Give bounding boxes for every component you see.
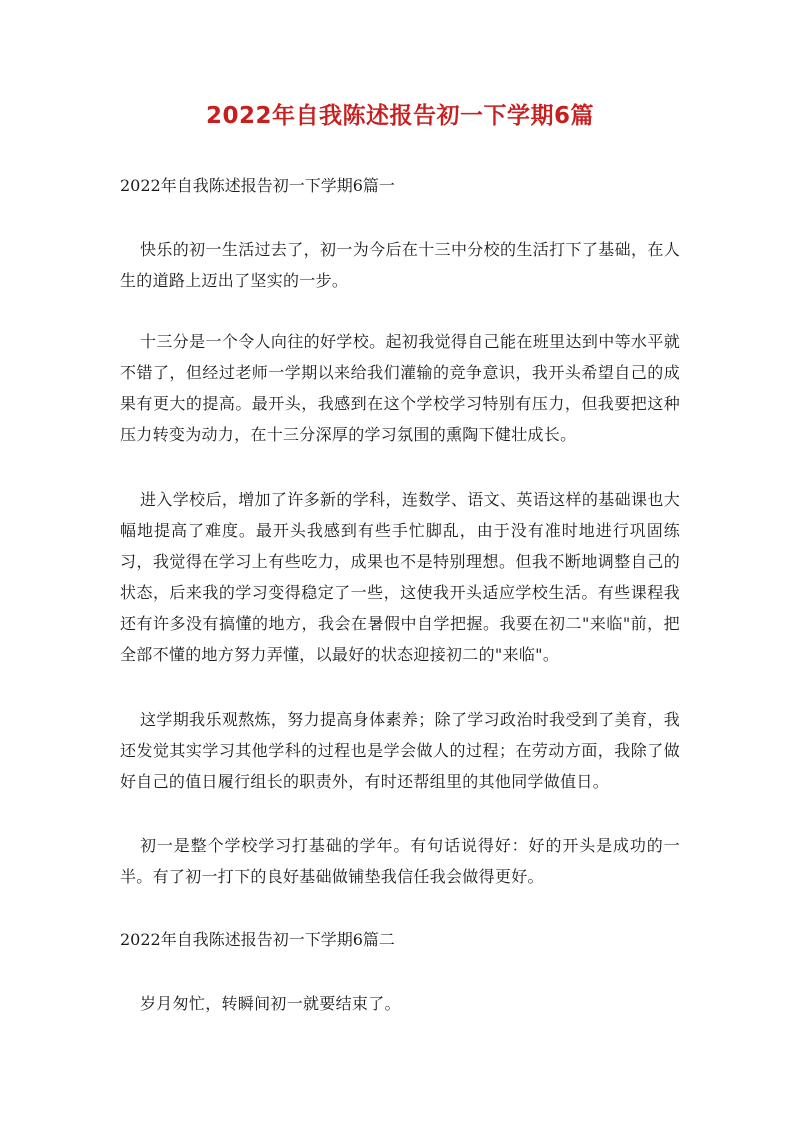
- paragraph: 十三分是一个令人向往的好学校。起初我觉得自己能在班里达到中等水平就不错了，但经过老师一学期以来给我们灌输的竞争意识，我开头希望自己的成果有更大的提高。最开头，我感到在这个学校学习特别有压力，但我要把这种压力转变为动力，在十三分深厚的学习氛围的熏陶下健壮成长。: [120, 332, 680, 444]
- section-heading-1: 2022年自我陈述报告初一下学期6篇一: [120, 176, 395, 195]
- paragraph: 岁月匆忙，转瞬间初一就要结束了。: [140, 994, 401, 1013]
- section-heading-2: 2022年自我陈述报告初一下学期6篇二: [120, 930, 395, 949]
- paragraph: 快乐的初一生活过去了，初一为今后在十三中分校的生活打下了基础，在人生的道路上迈出了坚实的一步。: [120, 240, 680, 290]
- document-title: 2022年自我陈述报告初一下学期6篇: [205, 103, 595, 129]
- paragraph: 初一是整个学校学习打基础的学年。有句话说得好：好的开头是成功的一半。有了初一打下的良好基础做铺垫我信任我会做得更好。: [120, 836, 680, 886]
- paragraph: 进入学校后，增加了许多新的学科，连数学、语文、英语这样的基础课也大幅地提高了难度。最开头我感到有些手忙脚乱，由于没有准时地进行巩固练习，我觉得在学习上有些吃力，成果也不是特别理想。但我不断地调整自己的状态，后来我的学习变得稳定了一些，这使我开头适应学校生活。有些课程我还有许多没有搞懂的地方，我会在暑假中自学把握。我要在初二"来临"前，把全部不懂的地方努力弄懂，以最好的状态迎接初二的"来临"。: [120, 490, 680, 664]
- paragraph: 这学期我乐观熬炼，努力提高身体素养；除了学习政治时我受到了美育，我还发觉其实学习其他学科的过程也是学会做人的过程；在劳动方面，我除了做好自己的值日履行组长的职责外，有时还帮组里的其他同学做值日。: [120, 710, 680, 791]
